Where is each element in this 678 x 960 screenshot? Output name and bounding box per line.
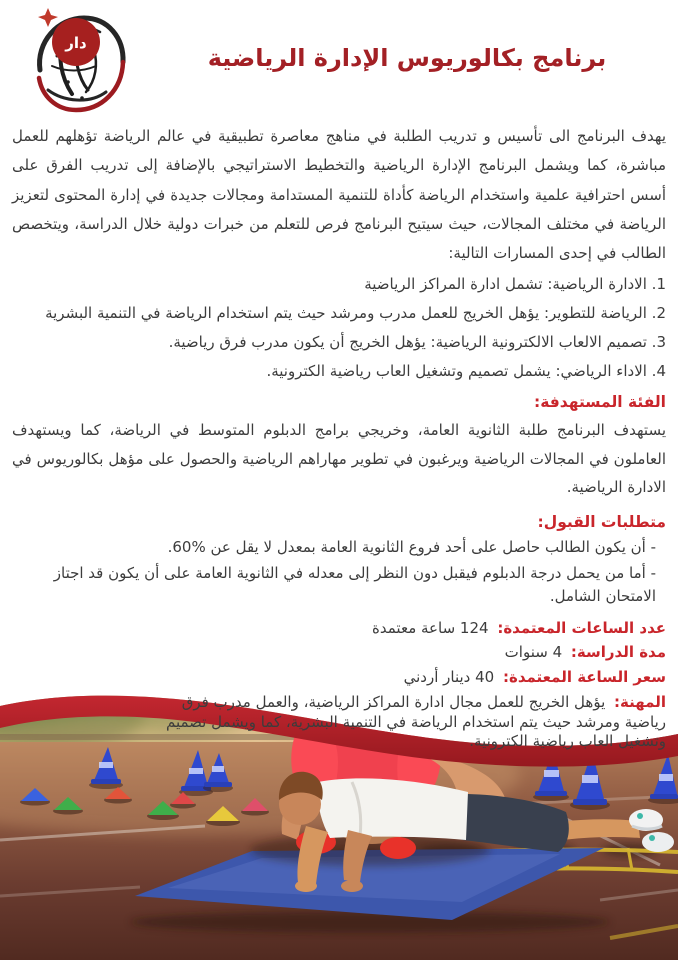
track-item-3: 3. تصميم الالعاب الالكترونية الرياضية: يؤهل الخريج أن يكون مدرب فرق رياضية.: [168, 332, 666, 351]
track-item-1: 1. الادارة الرياضية: تشمل ادارة المراكز الرياضية: [364, 275, 666, 294]
flyer-body: [0, 118, 678, 752]
admission-requirements-heading: متطلبات القبول:: [537, 512, 666, 531]
admission-item-2: - أما من يحمل درجة الدبلوم فيقبل دون النظر إلى معدله في الثانوية العامة على أن يكون قد اجتاز الامتحان الشامل.: [53, 564, 656, 606]
admission-item-1: - أن يكون الطالب حاصل على أحد فروع الثانوية العامة بمعدل لا يقل عن %60.: [167, 537, 656, 556]
flyer-header: [0, 0, 678, 118]
calligraphy-logo-icon: [24, 6, 134, 118]
star-icon: [38, 8, 58, 27]
credit-hours-label: عدد الساعات المعتمدة:: [497, 618, 666, 637]
duration-label: مدة الدراسة:: [570, 643, 666, 662]
track-item-4: 4. الاداء الرياضي: يشمل تصميم وتشغيل العاب رياضية الكترونية.: [266, 361, 666, 380]
career-value: يؤهل الخريج للعمل مجال ادارة المراكز الرياضية، والعمل مدرب فرق رياضية ومرشد حيث يتم استخدام الرياضة في التنمية البشرية، كما ويشمل تصميم وتشغيل العاب رياضية الكترونية.: [165, 692, 666, 751]
dar-alkalam-logo: [24, 6, 134, 118]
program-facts: [12, 619, 666, 753]
credit-hours-value: 124 ساعة معتمدة: [372, 618, 489, 637]
price-value: 40 دينار أردني: [403, 668, 495, 687]
page-title: برنامج بكالوريوس الإدارة الرياضية: [207, 44, 607, 72]
tracks-list: [12, 274, 666, 382]
duration-value: 4 سنوات: [504, 643, 563, 662]
career-label: المهنة:: [614, 692, 666, 711]
price-line: [12, 668, 666, 688]
track-item-2: 2. الرياضة للتطوير: يؤهل الخريج للعمل مدرب ومرشد حيث يتم استخدام الرياضة في التنمية البشرية: [45, 304, 666, 322]
price-label: سعر الساعة المعتمدة:: [502, 668, 666, 687]
target-audience-heading: الفئة المستهدفة:: [534, 393, 666, 412]
program-intro-paragraph: يهدف البرنامج الى تأسيس و تدريب الطلبة في مناهج معاصرة تطبيقية في عالم الرياضة تؤهلهم للعمل مباشرة، كما ويشمل البرنامج الإدارة الرياضية والتخطيط الاستراتيجي بالإضافة إلى تدريب الفرق على أسس احترافية علمية واستخدام الرياضة كأداة للتنمية المستدامة ومجالات جديدة في إدارة المحتوى لتعزيز الرياضة في مختلف المجالات، حيث سيتيح البرنامج فرص للتعلم من خبرات دولية خلال الدراسة، ويتخصص الطالب في إحدى المسارات التالية:: [12, 127, 666, 262]
logo-circle-word: دار: [65, 34, 87, 52]
duration-line: [12, 643, 666, 663]
career-line: [12, 693, 666, 752]
target-audience-paragraph: يستهدف البرنامج طلبة الثانوية العامة، وخريجي برامج الدبلوم المتوسط في الرياضة، كما ويستهدف العاملون في المجالات الرياضية ويرغبون في تطوير مهاراهم الرياضية والحصول على مؤهل بكالوريوس في الادارة الرياضية.: [12, 421, 666, 497]
credit-hours-line: [12, 619, 666, 639]
